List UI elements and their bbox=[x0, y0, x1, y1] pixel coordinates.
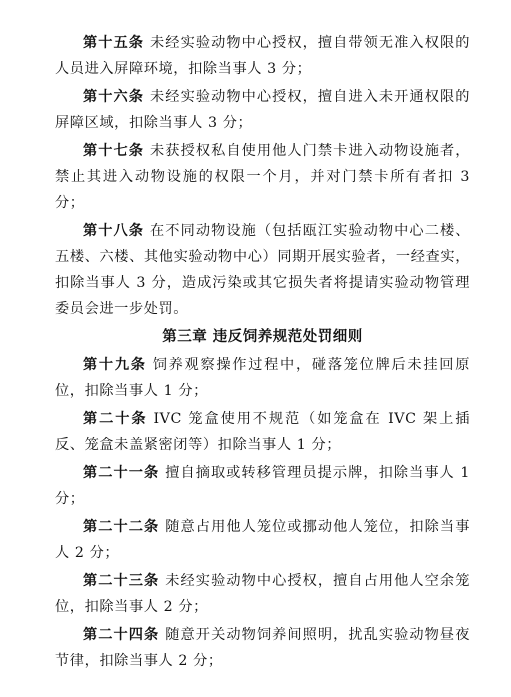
article-20 bbox=[55, 406, 470, 458]
article-19 bbox=[55, 352, 470, 404]
article-text: 在不同动物设施（包括瓯江实验动物中心二楼、五楼、六楼、其他实验动物中心）同期开展实验者，一经查实，扣除当事人 3 分，造成污染或其它损失者将提请实验动物管理委员会进一步处罚。 bbox=[55, 223, 470, 317]
article-label: 第十七条 bbox=[83, 143, 145, 159]
article-label: 第二十条 bbox=[83, 411, 148, 427]
article-23 bbox=[55, 568, 470, 620]
article-18 bbox=[55, 218, 470, 322]
article-21 bbox=[55, 460, 470, 512]
article-16 bbox=[55, 84, 470, 136]
article-label: 第十九条 bbox=[83, 357, 147, 373]
article-text: 擅自摘取或转移管理员提示牌，扣除当事人 1 分； bbox=[55, 465, 470, 507]
article-text: 随意开关动物饲养间照明，扰乱实验动物昼夜节律，扣除当事人 2 分； bbox=[55, 627, 470, 669]
document-page bbox=[55, 30, 470, 676]
article-24 bbox=[55, 622, 470, 674]
article-label: 第十六条 bbox=[83, 89, 145, 105]
article-text: 饲养观察操作过程中，碰落笼位牌后未挂回原位，扣除当事人 1 分； bbox=[55, 357, 470, 399]
article-label: 第十八条 bbox=[83, 223, 145, 239]
article-22 bbox=[55, 514, 470, 566]
article-label: 第十五条 bbox=[83, 35, 145, 51]
article-15 bbox=[55, 30, 470, 82]
chapter-title: 第三章 违反饲养规范处罚细则 bbox=[162, 329, 363, 345]
article-label: 第二十一条 bbox=[83, 465, 160, 481]
article-label: 第二十二条 bbox=[83, 519, 160, 535]
article-text: 未经实验动物中心授权，擅自占用他人空余笼位，扣除当事人 2 分； bbox=[55, 573, 470, 615]
article-17 bbox=[55, 138, 470, 216]
article-text: 随意占用他人笼位或挪动他人笼位，扣除当事人 2 分； bbox=[55, 519, 470, 561]
article-text: 未获授权私自使用他人门禁卡进入动物设施者，禁止其进入动物设施的权限一个月，并对门禁卡所有者扣 3 分； bbox=[55, 143, 470, 211]
article-text: IVC 笼盒使用不规范（如笼盒在 IVC 架上插反、笼盒未盖紧密闭等）扣除当事人 1 分； bbox=[55, 411, 471, 453]
article-text: 未经实验动物中心授权，擅自带领无准入权限的人员进入屏障环境，扣除当事人 3 分； bbox=[55, 35, 470, 77]
article-label: 第二十三条 bbox=[83, 573, 160, 589]
article-text: 未经实验动物中心授权，擅自进入未开通权限的屏障区域，扣除当事人 3 分； bbox=[55, 89, 470, 131]
article-label: 第二十四条 bbox=[83, 627, 160, 643]
